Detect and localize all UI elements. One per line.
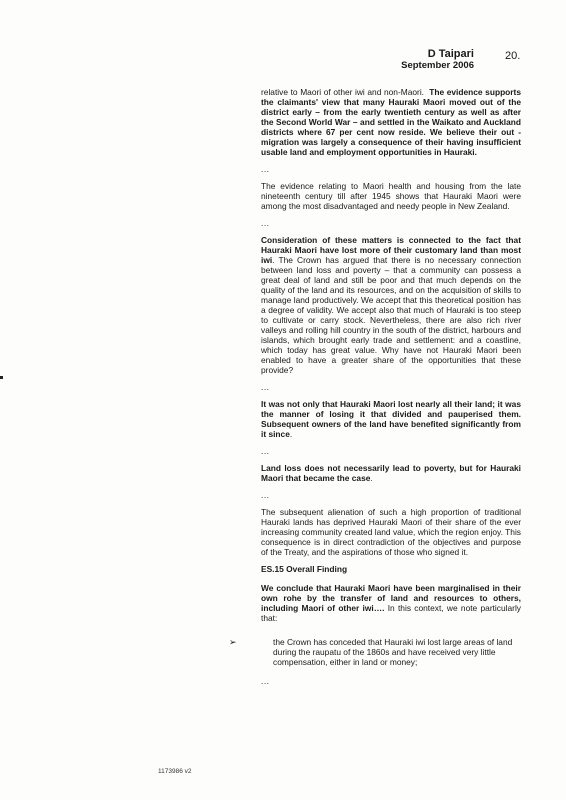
- page-number: 20.: [505, 50, 521, 62]
- bullet-item: ➢ the Crown has conceded that Hauraki iwi lost large areas of land during the raupatu of the 1860s and have received very little compensation, either in land or money;: [261, 637, 521, 667]
- paragraph-3: [261, 235, 521, 375]
- paragraph-2: The evidence relating to Maori health and housing from the late nineteenth century till after 1945 shows that Hauraki Maori were among the most disadvantaged and needy people in New Zealand.: [261, 181, 521, 211]
- paragraph-7: [261, 583, 521, 623]
- ellipsis-2: ...: [261, 218, 270, 228]
- header-date: September 2006: [401, 60, 474, 71]
- paragraph-5-end: .: [370, 473, 373, 483]
- paragraph-6: The subsequent alienation of such a high proportion of traditional Hauraki lands has deprived Hauraki Maori of their share of the ever increasing community created land value, which the region enjoy. This consequence is in direct contradiction of the objectives and purpose of the Treaty, and the aspirations of those who signed it.: [261, 507, 521, 557]
- paragraph-5: [261, 463, 521, 483]
- body-text: [229, 87, 522, 693]
- document-code: 1173986 v2: [158, 768, 192, 775]
- paragraph-1-bold: The evidence supports the claimants' view that many Hauraki Maori moved out of the district early – from the early twentieth century as well as after the Second World War – and settled in the Waikato and Auckland districts where 67 per cent now reside. We believe their out - migration was largely a consequence of their having insufficient usable land and employment opportunities in Hauraki.: [261, 87, 522, 157]
- paragraph-7-plain: In this context, we note particularly that:: [261, 603, 521, 623]
- ellipsis-1: ...: [261, 164, 270, 174]
- bullet-text: the Crown has conceded that Hauraki iwi lost large areas of land during the raupatu of the 1860s and have received very little compensation, either in land or money;: [273, 637, 513, 667]
- paragraph-1-plain: relative to Maori of other iwi and non-Maori.: [261, 87, 425, 97]
- ellipsis-5: ...: [261, 490, 270, 500]
- author-name: D Taipari: [427, 48, 474, 60]
- paragraph-1: [261, 87, 521, 157]
- paragraph-4: [261, 399, 521, 439]
- paragraph-3-plain: . The Crown has argued that there is no necessary connection between land loss and poverty – that a community can possess a great deal of land and still be poor and that much depends on the quality of the land and its resources, and on the acquisition of skills to manage land productively. We accept that this theoretical position has a degree of validity. We accept also that much of Hauraki is too steep to cultivate or carry stock. Nevertheless, there are also rich river valleys and rolling hill country in the south of the district, harbours and islands, which brought early trade and settlement: and a coastline, which today has great value. Why have not Hauraki Maori been enabled to have a greater share of the opportunities that these provide?: [261, 255, 521, 375]
- section-heading: ES.15 Overall Finding: [261, 564, 348, 574]
- ellipsis-6: ...: [261, 676, 270, 686]
- ellipsis-4: ...: [261, 446, 270, 456]
- paragraph-4-end: .: [289, 429, 293, 439]
- paragraph-5-bold: Land loss does not necessarily lead to poverty, but for Hauraki Maori that became the case: [261, 463, 521, 483]
- ellipsis-3: ...: [261, 382, 270, 392]
- paragraph-4-bold: It was not only that Hauraki Maori lost nearly all their land; it was the manner of losing it that divided and pauperised them. Subsequent owners of the land have benefited significantly from it since: [261, 399, 521, 439]
- paragraph-7-bold: We conclude that Hauraki Maori have been marginalised in their own rohe by the transfer of land and resources to others, including Maori of other iwi….: [261, 583, 521, 613]
- paragraph-3-bold: Consideration of these matters is connected to the fact that Hauraki Maori have lost more of their customary land than most iwi: [261, 235, 521, 265]
- scan-margin-mark: [0, 376, 3, 379]
- page-header: [401, 48, 474, 72]
